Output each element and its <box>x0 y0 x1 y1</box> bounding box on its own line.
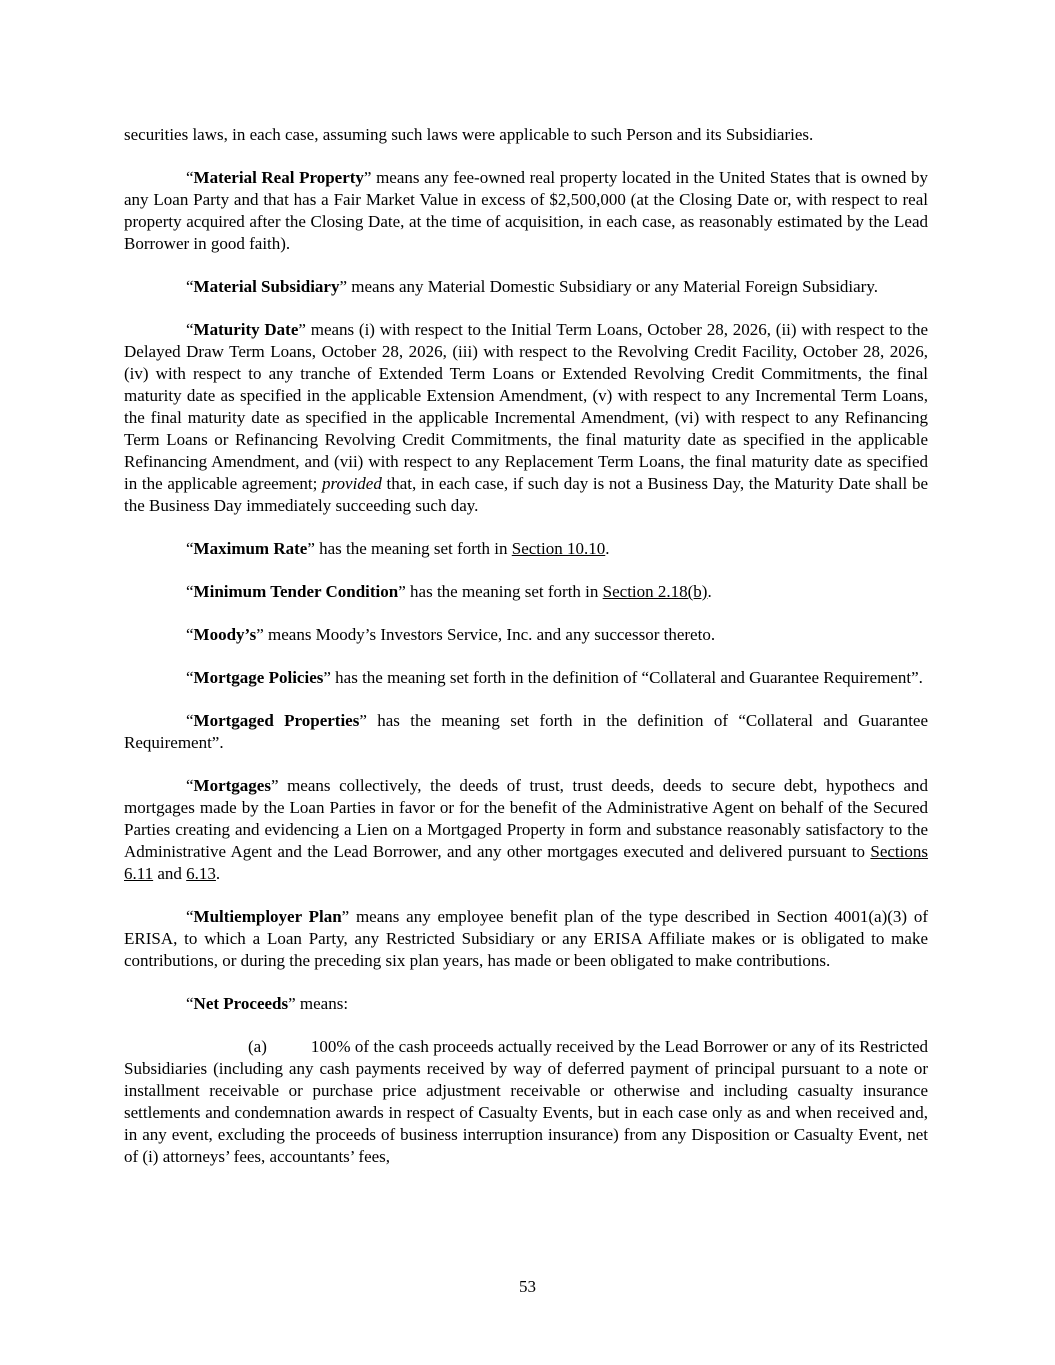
defined-term: Multiemployer Plan <box>193 907 342 926</box>
defined-term: Maximum Rate <box>193 539 308 558</box>
section-reference: Section 2.18(b) <box>602 582 708 601</box>
text-run: ” has the meaning set forth in the definition of “Collateral and Guarantee Requirement”. <box>124 711 929 752</box>
text-run: and <box>153 864 187 883</box>
text-run: ” means any employee benefit plan of the type described in Section 4001(a)(3) of ERISA, to which a Loan Party, any Restricted Subsidiary or any ERISA Affiliate makes or is obligated to make contributions, or during the preceding six plan years, has made or been obligated to make contributions. <box>124 907 928 970</box>
text-run: that, in each case, if such day is not a Business Day, the Maturity Date shall be the Business Day immediately succeeding such day. <box>124 474 928 515</box>
text-run: . <box>605 539 610 558</box>
defined-term: Material Subsidiary <box>193 277 340 296</box>
text-run: ” means (i) with respect to the Initial Term Loans, October 28, 2026, (ii) with respect to the Delayed Draw Term Loans, October 28, 2026, (iii) with respect to the Revolving Credit Facility, October 28, 2026, (iv) with respect to any tranche of Extended Term Loans or Extended Revolving Credit Commitments, the final maturity date as specified in the applicable Extension Amendment, (v) with respect to any Incremental Term Loans, the final maturity date as specified in the applicable Incremental Amendment, (vi) with respect to any Refinancing Term Loans or Refinancing Revolving Credit Commitments, the final maturity date as specified in the applicable Refinancing Amendment, and (vii) with respect to any Replacement Term Loans, the final maturity date as specified in the applicable agreement; <box>124 320 928 493</box>
text-run: securities laws, in each case, assuming such laws were applicable to such Person and its Subsidiaries. <box>124 125 814 144</box>
text-run: “ <box>186 539 194 558</box>
defined-term: Moody’s <box>193 625 257 644</box>
paragraph <box>124 906 928 972</box>
paragraph <box>124 319 928 517</box>
text-run: “ <box>186 625 194 644</box>
text-run: . <box>707 582 712 601</box>
text-run: ” has the meaning set forth in <box>307 539 512 558</box>
text-run: ” has the meaning set forth in the definition of “Collateral and Guarantee Requirement”. <box>323 668 923 687</box>
text-run: “ <box>186 994 194 1013</box>
section-reference: 6.13 <box>186 864 216 883</box>
text-run: ” has the meaning set forth in <box>398 582 603 601</box>
section-reference: Section 10.10 <box>511 539 606 558</box>
text-run: ” means any Material Domestic Subsidiary or any Material Foreign Subsidiary. <box>339 277 878 296</box>
text-run: (a) <box>248 1037 267 1056</box>
text-run: “ <box>186 668 194 687</box>
text-run: “ <box>186 168 194 187</box>
text-run: “ <box>186 711 194 730</box>
paragraph <box>124 993 928 1015</box>
defined-term: Maturity Date <box>193 320 299 339</box>
text-run: . <box>215 864 221 883</box>
paragraph <box>124 538 928 560</box>
defined-term: Net Proceeds <box>193 994 289 1013</box>
defined-term: Minimum Tender Condition <box>193 582 399 601</box>
text-run: ” means Moody’s Investors Service, Inc. and any successor thereto. <box>256 625 716 644</box>
paragraph <box>124 276 928 298</box>
text-run: “ <box>186 907 194 926</box>
page-number: 53 <box>519 1277 536 1296</box>
paragraph <box>124 581 928 603</box>
section-reference: Sections 6.11 <box>124 842 928 883</box>
defined-term: Mortgaged Properties <box>193 711 360 730</box>
text-run: “ <box>186 776 194 795</box>
text-run: ” means: <box>288 994 349 1013</box>
document-body <box>124 124 928 1189</box>
paragraph <box>124 124 928 146</box>
paragraph <box>124 775 928 885</box>
text-run: “ <box>186 277 194 296</box>
defined-term: Mortgage Policies <box>193 668 324 687</box>
paragraph <box>124 167 928 255</box>
text-run: ” means any fee-owned real property located in the United States that is owned by any Loan Party and that has a Fair Market Value in excess of $2,500,000 (at the Closing Date or, with respect to real property acquired after the Closing Date, at the time of acquisition, in each case, as reasonably estimated by the Lead Borrower in good faith). <box>124 168 928 253</box>
paragraph <box>124 624 928 646</box>
paragraph <box>124 710 928 754</box>
text-run: 100% of the cash proceeds actually received by the Lead Borrower or any of its Restricted Subsidiaries (including any cash payments received by way of deferred payment of principal pursuant to a note or installment receivable or purchase price adjustment receivable or otherwise and including casualty insurance settlements and condemnation awards in respect of Casualty Events, but in each case only as and when received and, in any event, excluding the proceeds of business interruption insurance) from any Disposition or Casualty Event, net of (i) attorneys’ fees, accountants’ fees, <box>124 1037 928 1166</box>
paragraph <box>124 1036 928 1168</box>
paragraph <box>124 667 928 689</box>
text-run: ” means collectively, the deeds of trust, trust deeds, deeds to secure debt, hypothecs and mortgages made by the Loan Parties in favor or for the benefit of the Administrative Agent on behalf of the Secured Parties creating and evidencing a Lien on a Mortgaged Property in form and substance reasonably satisfactory to the Administrative Agent and the Lead Borrower, and any other mortgages executed and delivered pursuant to <box>124 776 928 861</box>
text-run: “ <box>186 320 194 339</box>
defined-term: Material Real Property <box>193 168 364 187</box>
text-run: “ <box>186 582 194 601</box>
text-run: provided <box>322 474 382 493</box>
defined-term: Mortgages <box>193 776 271 795</box>
